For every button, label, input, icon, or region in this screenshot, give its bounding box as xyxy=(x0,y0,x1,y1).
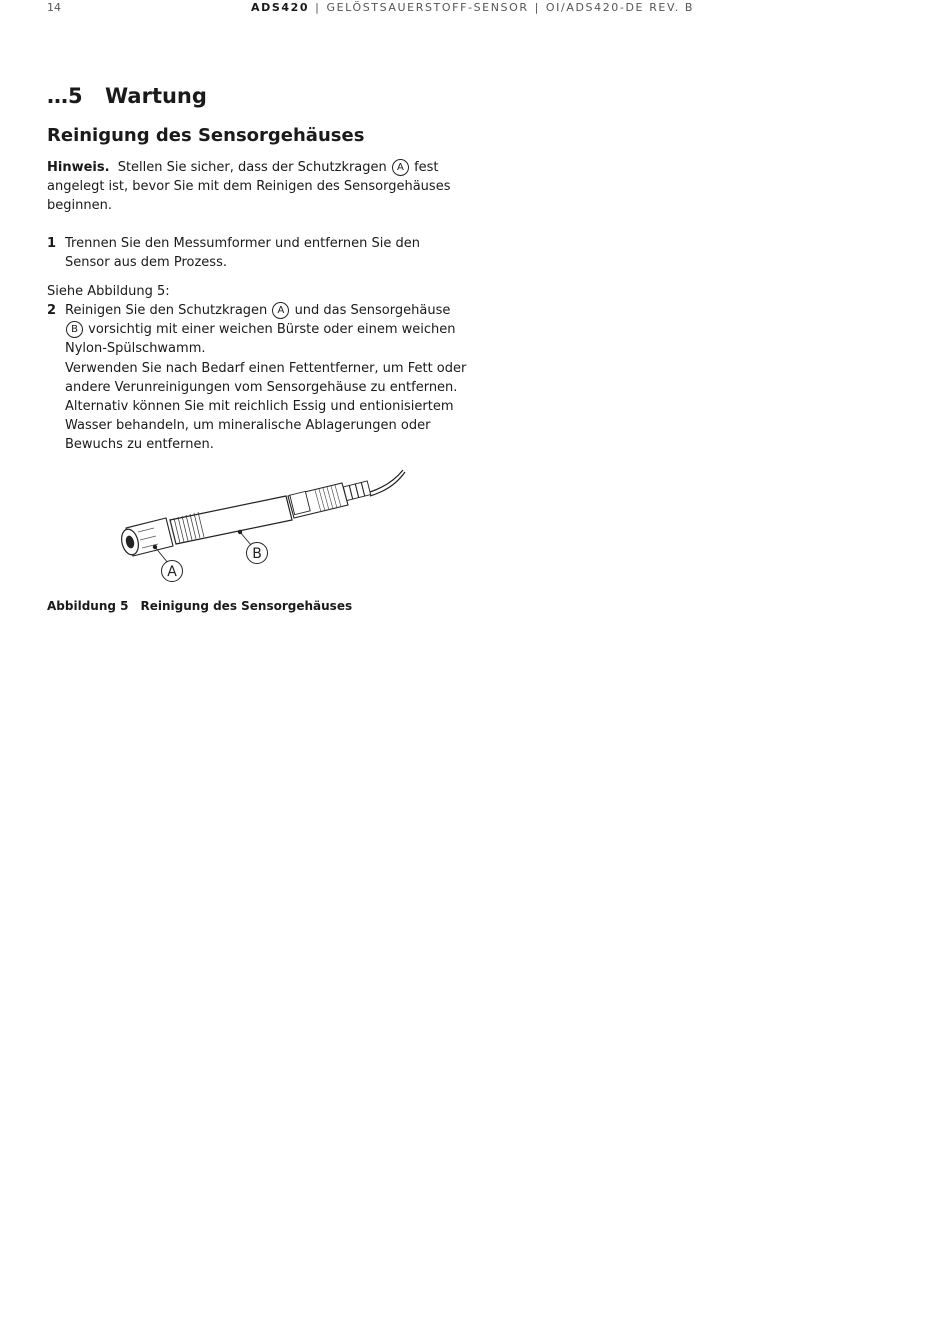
section-number: …5 xyxy=(47,84,83,108)
subsection-title: Reinigung des Sensorgehäuses xyxy=(47,125,365,146)
leader-dot-b xyxy=(238,530,242,534)
caption-number: Abbildung 5 xyxy=(47,599,129,613)
step-number: 2 xyxy=(47,303,57,318)
see-figure-reference: Siehe Abbildung 5: xyxy=(47,284,170,299)
sensor-illustration xyxy=(100,462,420,587)
strain-relief xyxy=(343,481,370,501)
note-text-before: Stellen Sie sicher, dass der Schutzkragen xyxy=(117,160,387,175)
header-doc-id: OI/ADS420-DE REV. B xyxy=(545,1,695,14)
section-title: Wartung xyxy=(105,84,207,108)
callout-label-b: B xyxy=(252,546,262,562)
callout-ref-a: A xyxy=(392,159,409,176)
header-separator: | xyxy=(534,1,540,14)
section-heading xyxy=(47,84,207,108)
callout-ref-b: B xyxy=(66,321,83,338)
step-1 xyxy=(47,234,467,272)
step-text-b: und das Sensorgehäuse xyxy=(294,303,451,318)
step-text-a: Reinigen Sie den Schutzkragen xyxy=(65,303,268,318)
header-title: GELÖSTSAUERSTOFF-SENSOR xyxy=(326,1,529,14)
step-text: Trennen Sie den Messumformer und entfernen Sie den Sensor aus dem Prozess. xyxy=(65,236,420,271)
note-paragraph xyxy=(47,158,467,216)
figure-caption xyxy=(47,599,352,613)
note-label: Hinweis. xyxy=(47,160,110,175)
callout-ref-a: A xyxy=(272,302,289,319)
sensor-body xyxy=(170,496,292,544)
page-number: 14 xyxy=(47,1,61,14)
sensor-drawing xyxy=(100,462,420,587)
leader-dot-a xyxy=(153,545,157,549)
step-text xyxy=(65,301,467,455)
caption-text: Reinigung des Sensorgehäuses xyxy=(140,599,353,613)
step-text-d: Verwenden Sie nach Bedarf einen Fettentferner, um Fett oder andere Verunreinigungen vom Sensorgehäuse zu entfernen. Alternativ können Sie mit reichlich Essig und entionisiertem Wasser behandeln, um mineralische Ablagerungen oder Bewuchs zu entfernen. xyxy=(65,360,467,453)
note-text-after: fest angelegt ist, bevor Sie mit dem Reinigen des Sensorgehäuses beginnen. xyxy=(47,160,451,214)
header-separator: | xyxy=(315,1,321,14)
step-2 xyxy=(47,301,467,455)
header-product: ADS420 xyxy=(251,1,310,14)
running-header xyxy=(251,1,694,14)
leader-line-b xyxy=(240,532,251,545)
step-number: 1 xyxy=(47,236,57,251)
step-text-c: vorsichtig mit einer weichen Bürste oder einem weichen Nylon-Spülschwamm. xyxy=(65,322,456,357)
callout-label-a: A xyxy=(167,564,177,580)
